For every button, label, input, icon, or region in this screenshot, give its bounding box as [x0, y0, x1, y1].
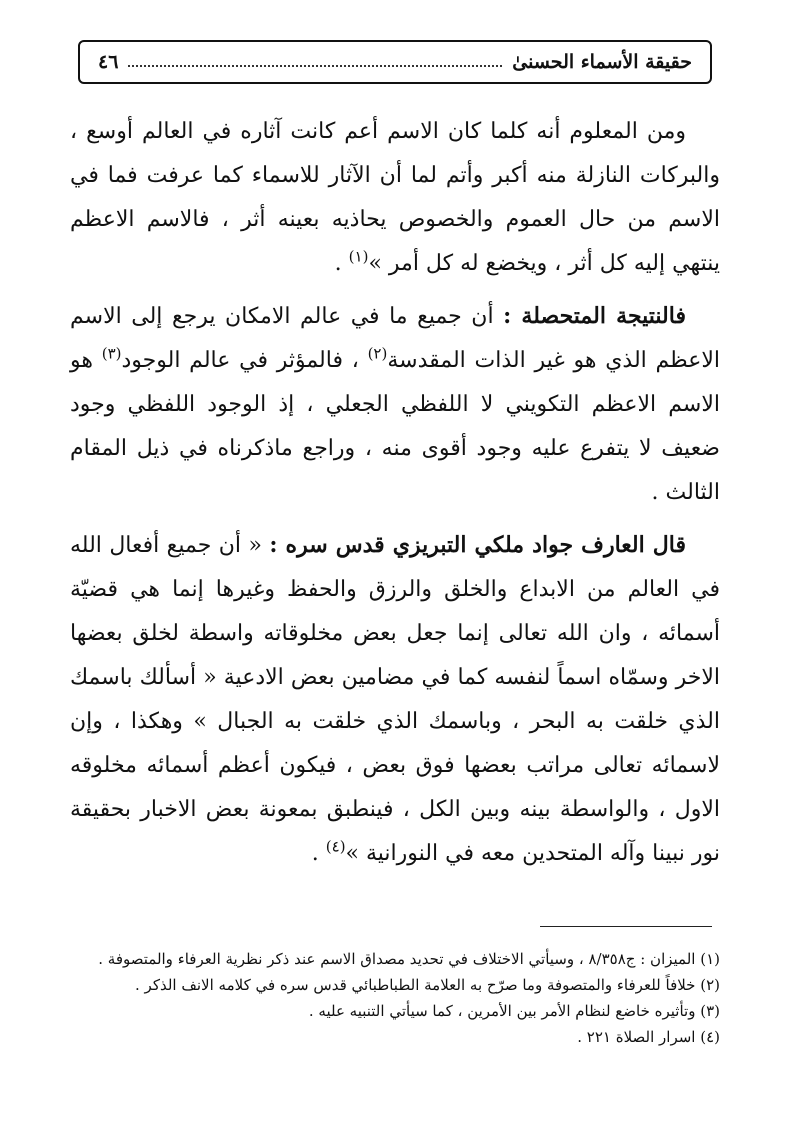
paragraph-2-text-c: هو الاسم الاعظم التكويني لا اللفظي الجعلي ، إذ الوجود اللفظي وجود ضعيف لا يتفرع عليه وجود أقوى منه ، وراجع ماذكرناه في ذيل المقام الثالث . — [70, 348, 720, 505]
header-dotted-leader — [128, 65, 502, 67]
paragraph-2-text-a: أن جميع ما في عالم الامكان يرجع إلى الاسم الاعظم الذي هو غير الذات المقدسة — [70, 304, 720, 373]
paragraph-2-lead: فالنتيجة المتحصلة : — [503, 303, 686, 329]
header-title: حقيقة الأسماء الحسنىٰ — [512, 51, 692, 73]
footnote-3: (٣) وتأثيره خاضع لنظام الأمر بين الأمرين ، كما سيأتي التنبيه عليه . — [308, 1002, 720, 1020]
footnote-ref-1: (١) — [348, 247, 369, 266]
paragraph-3-tail: . — [311, 841, 326, 866]
paragraph-3-lead: قال العارف جواد ملكي التبريزي قدس سره : — [269, 532, 686, 558]
page-number: ٤٦ — [98, 51, 119, 73]
main-text — [70, 110, 720, 876]
paragraph-1 — [70, 110, 720, 286]
paragraph-1-tail: . — [334, 251, 349, 276]
paragraph-3-text: « أن جميع أفعال الله في العالم من الابداع والخلق والرزق والحفظ وغيرها إنما هي قضيّة أسمائه ، وان الله تعالى إنما جعل بعض مخلوقاته واسطة لخلق بعضها الاخر وسمّاه اسماً لنفسه كما في مضامين بعض الادعية « أسألك باسمك الذي خلقت به البحر ، وباسمك الذي خلقت به الجبال » وهكذا ، وإن لاسمائه تعالى مراتب بعضها فوق بعض ، فيكون أعظم أسمائه مخلوقه الاول ، والواسطة بينه وبين الكل ، فينطبق بمعونة بعض الاخبار بحقيقة نور نبينا وآله المتحدين معه في النورانية » — [70, 533, 720, 866]
footnote-1: (١) الميزان : ج٨/٣٥٨ ، وسيأتي الاختلاف في تحديد مصداق الاسم عند ذكر نظرية العرفاء والمتصوفة . — [98, 950, 720, 968]
footnote-2: (٢) خلافاً للعرفاء والمتصوفة وما صرّح به العلامة الطباطبائي قدس سره في كلامه الانف الذكر . — [135, 976, 720, 994]
footnote-separator — [540, 926, 712, 927]
paragraph-3 — [70, 523, 720, 876]
paragraph-2-text-b: ، فالمؤثر في عالم الوجود — [121, 348, 368, 373]
footnote-ref-2: (٢) — [367, 344, 388, 363]
footnote-ref-3: (٣) — [101, 344, 122, 363]
paragraph-2 — [70, 294, 720, 515]
paragraph-1-text: ومن المعلوم أنه كلما كان الاسم أعم كانت آثاره في العالم أوسع ، والبركات النازلة منه أكبر وأتم لما أن الآثار للاسماء كما عرفت فما في الاسم من حال العموم والخصوص يحاذيه بعينه أثر ، فالاسم الاعظم ينتهي إليه كل أثر ، ويخضع له كل أمر » — [70, 119, 720, 276]
footnotes — [70, 946, 720, 1050]
running-header — [78, 40, 712, 84]
footnote-ref-4: (٤) — [325, 837, 346, 856]
footnote-4: (٤) اسرار الصلاة ٢٢١ . — [577, 1028, 720, 1046]
